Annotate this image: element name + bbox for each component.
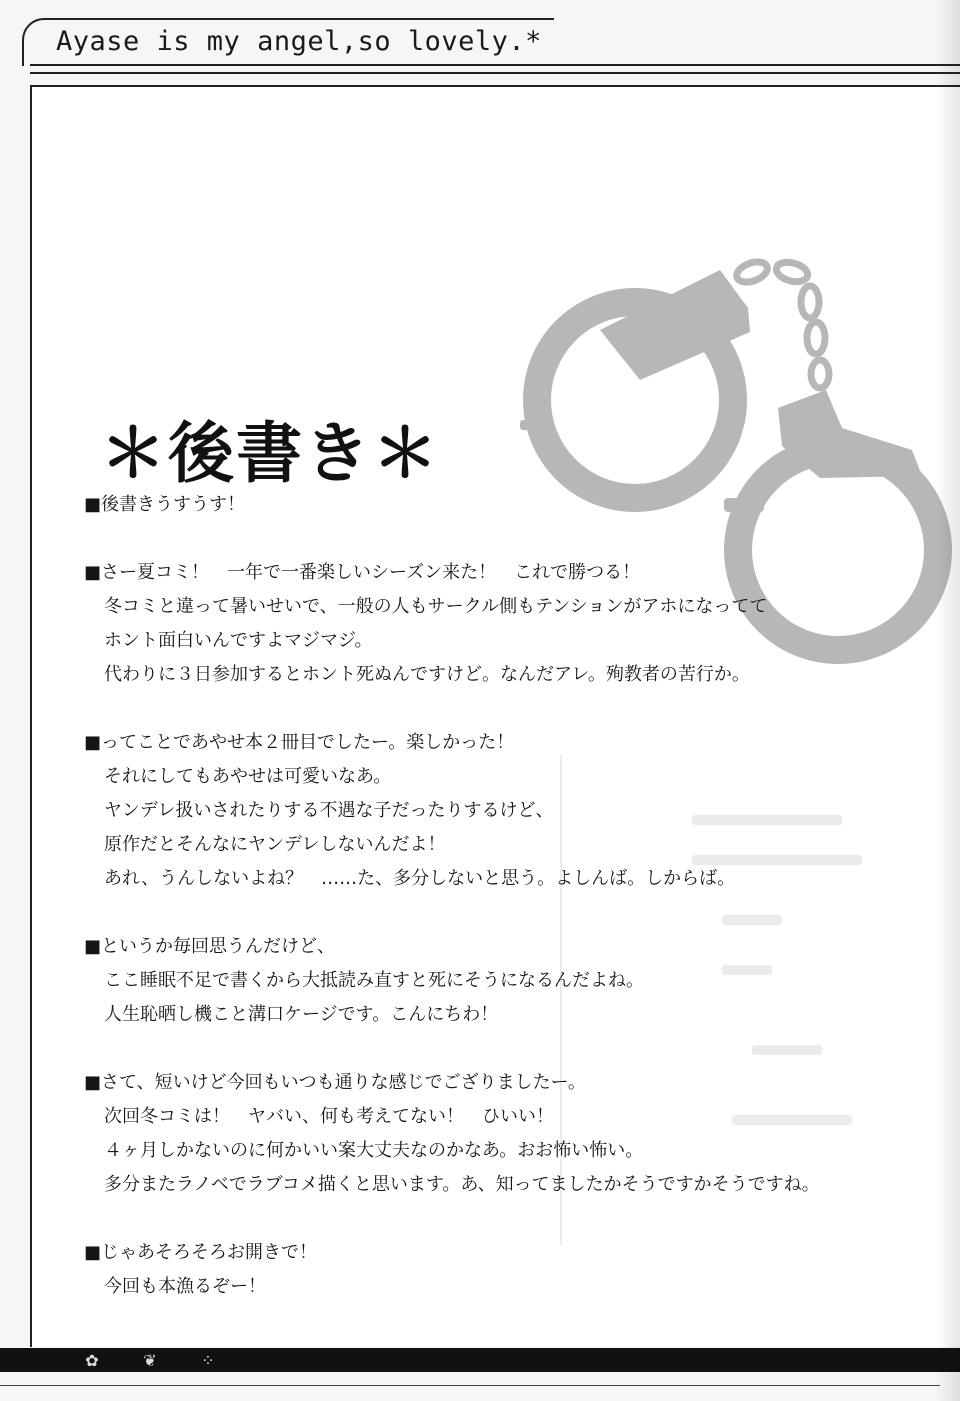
bottom-rule	[0, 1385, 940, 1386]
text-line: 次回冬コミは！ ヤバい、何も考えてない！ ひいい！	[104, 1106, 554, 1127]
paragraph	[84, 930, 904, 1032]
text-line: 代わりに３日参加するとホント死ぬんですけど。なんだアレ。殉教者の苦行か。	[104, 664, 750, 685]
text-line: それにしてもあやせは可愛いなあ。	[104, 766, 392, 787]
flower-icon: ✿	[85, 1350, 99, 1370]
text-line: ■というか毎回思うんだけど、	[84, 936, 336, 957]
text-line: ■ってことであやせ本２冊目でしたー。楽しかった！	[84, 732, 515, 753]
paragraph	[84, 488, 904, 522]
dots-icon: ⁘	[201, 1350, 215, 1370]
text-line: 冬コミと違って暑いせいで、一般の人もサークル側もテンションがアホになってて	[104, 596, 768, 617]
text-line: 人生恥晒し機こと溝口ケージです。こんにちわ！	[104, 1004, 499, 1025]
text-line: ホント面白いんですよマジマジ。	[104, 630, 373, 651]
header-rule	[30, 64, 960, 74]
fan-icon: ❦	[143, 1350, 157, 1370]
afterword-body	[84, 488, 904, 1338]
text-line: ■じゃあそろそろお開きで！	[84, 1242, 318, 1263]
text-line: ■後書きうすうす！	[84, 494, 246, 515]
paragraph	[84, 556, 904, 692]
page-edge-shadow	[936, 0, 960, 1401]
text-line: ４ヶ月しかないのに何かいい案大丈夫なのかなあ。おお怖い怖い。	[104, 1140, 644, 1161]
text-line: あれ、うんしないよね？ ……た、多分しないと思う。よしんば。しからば。	[104, 868, 736, 889]
text-line: ■さて、短いけど今回もいつも通りな感じでござりましたー。	[84, 1072, 586, 1093]
text-line: 多分またラノベでラブコメ描くと思います。あ、知ってましたかそうですかそうですね。	[104, 1174, 820, 1195]
text-line: ヤンデレ扱いされたりする不遇な子だったりするけど、	[104, 800, 554, 821]
text-line: ここ睡眠不足で書くから大抵読み直すと死にそうになるんだよね。	[104, 970, 644, 991]
text-line: ■さー夏コミ！ 一年で一番楽しいシーズン来た！ これで勝つる！	[84, 562, 641, 583]
paragraph	[84, 1236, 904, 1304]
page-header-title: Ayase is my angel,so lovely.*	[56, 26, 542, 57]
text-line: 今回も本漁るぞー！	[104, 1276, 266, 1297]
paragraph	[84, 726, 904, 896]
paragraph	[84, 1066, 904, 1202]
footer-icons	[70, 1345, 230, 1375]
afterword-heading: ＊後書き＊	[100, 415, 440, 492]
text-line: 原作だとそんなにヤンデレしないんだよ！	[104, 834, 446, 855]
